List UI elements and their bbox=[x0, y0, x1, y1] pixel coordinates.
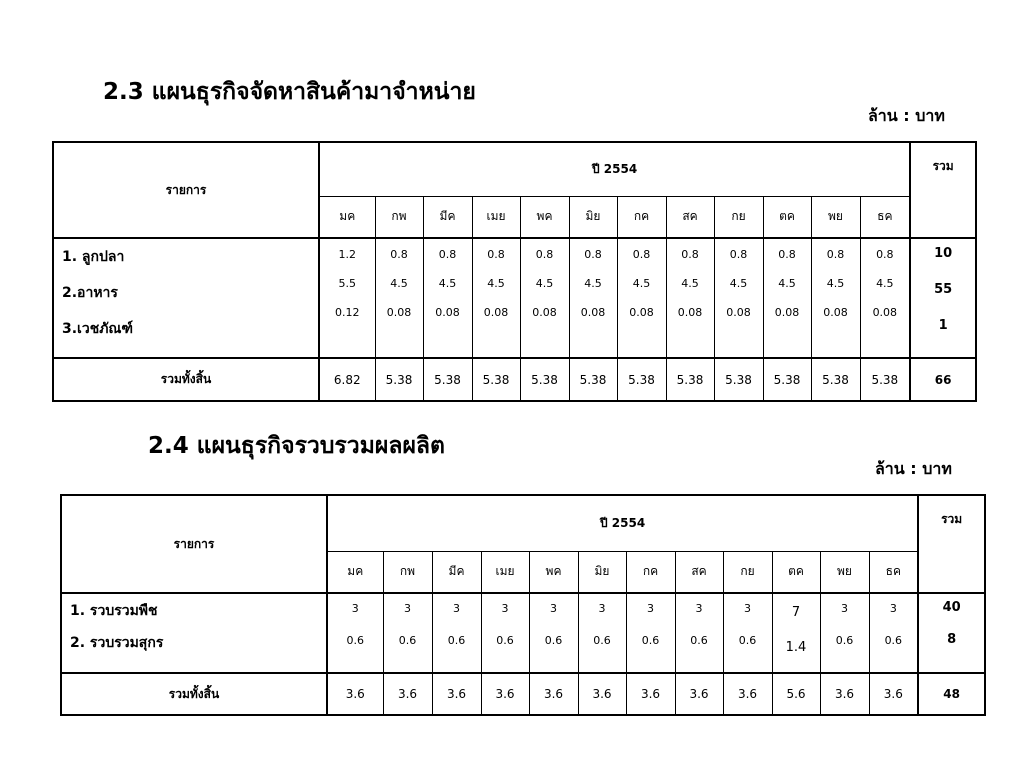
month-values bbox=[383, 593, 432, 673]
total-value: 3.6 bbox=[529, 673, 578, 715]
total-value: 3.6 bbox=[383, 673, 432, 715]
total-value: 5.38 bbox=[666, 358, 714, 401]
month-header: กค bbox=[626, 551, 675, 593]
month-header: มีค bbox=[432, 551, 481, 593]
month-header: พย bbox=[811, 196, 860, 238]
value-cell: 3 bbox=[598, 602, 606, 615]
value-cell: 0.6 bbox=[346, 634, 364, 647]
value-cell: 0.08 bbox=[629, 306, 654, 319]
value-cell: 0.8 bbox=[826, 248, 845, 261]
value-cell: 0.6 bbox=[593, 634, 611, 647]
value-cell: 0.6 bbox=[690, 634, 708, 647]
total-value: 3.6 bbox=[820, 673, 869, 715]
value-cell: 0.08 bbox=[483, 306, 509, 319]
value-cell: 0.12 bbox=[335, 306, 360, 319]
month-header: กพ bbox=[375, 196, 423, 238]
value-cell: 0.8 bbox=[729, 248, 748, 261]
value-cell: 0.08 bbox=[726, 306, 751, 319]
section2-header-total: รวม bbox=[918, 495, 985, 593]
item-label: 1. ลูกปลา bbox=[62, 249, 125, 265]
row-total: 8 bbox=[947, 632, 957, 647]
value-cell: 3 bbox=[647, 602, 654, 615]
month-values bbox=[675, 593, 723, 673]
month-header: สค bbox=[675, 551, 723, 593]
value-cell: 3 bbox=[351, 602, 359, 615]
value-cell: 7 bbox=[791, 605, 801, 620]
value-cell: 0.08 bbox=[386, 306, 412, 319]
value-cell: 1.4 bbox=[785, 640, 807, 655]
row-total: 1 bbox=[938, 318, 948, 333]
month-header: มิย bbox=[578, 551, 626, 593]
month-values bbox=[811, 238, 860, 358]
month-header: พย bbox=[820, 551, 869, 593]
value-cell: 0.6 bbox=[641, 634, 660, 647]
value-cell: 0.8 bbox=[584, 248, 602, 261]
total-value: 3.6 bbox=[626, 673, 675, 715]
item-label: 2.อาหาร bbox=[62, 285, 118, 301]
month-header: เมย bbox=[481, 551, 529, 593]
value-cell: 3 bbox=[841, 602, 848, 615]
total-value: 3.6 bbox=[578, 673, 626, 715]
value-cell: 0.08 bbox=[532, 306, 557, 319]
value-cell: 0.6 bbox=[884, 634, 903, 647]
total-value: 3.6 bbox=[432, 673, 481, 715]
total-value: 5.38 bbox=[714, 358, 763, 401]
month-values bbox=[666, 238, 714, 358]
total-value: 5.38 bbox=[569, 358, 617, 401]
total-label: รวมทั้งสิ้น bbox=[61, 673, 327, 715]
section2-unit: ล้าน : บาท bbox=[875, 459, 952, 478]
section1-header-items: รายการ bbox=[53, 142, 319, 238]
section2-header-year: ปี 2554 bbox=[327, 495, 918, 551]
value-cell: 0.08 bbox=[580, 306, 606, 319]
month-header: มค bbox=[319, 196, 375, 238]
total-value: 5.6 bbox=[772, 673, 820, 715]
section2-title: 2.4 แผนธุรกิจรวบรวมผลผลิต bbox=[148, 433, 445, 459]
month-header: มค bbox=[327, 551, 383, 593]
month-values bbox=[472, 238, 520, 358]
value-cell: 4.5 bbox=[826, 277, 845, 290]
value-cell: 0.8 bbox=[632, 248, 651, 261]
total-value: 5.38 bbox=[860, 358, 910, 401]
month-values bbox=[578, 593, 626, 673]
value-cell: 0.8 bbox=[535, 248, 554, 261]
month-values bbox=[423, 238, 472, 358]
total-value: 3.6 bbox=[675, 673, 723, 715]
month-values bbox=[481, 593, 529, 673]
value-cell: 5.5 bbox=[338, 277, 356, 290]
item-labels bbox=[61, 593, 327, 673]
month-values bbox=[626, 593, 675, 673]
value-cell: 3 bbox=[453, 602, 460, 615]
month-header: กย bbox=[714, 196, 763, 238]
section2-table bbox=[60, 494, 986, 716]
month-header: พค bbox=[520, 196, 569, 238]
value-cell: 0.6 bbox=[496, 634, 514, 647]
value-cell: 4.5 bbox=[390, 277, 408, 290]
total-value: 6.82 bbox=[319, 358, 375, 401]
month-values bbox=[520, 238, 569, 358]
value-cell: 3 bbox=[744, 602, 751, 615]
value-cell: 0.6 bbox=[544, 634, 563, 647]
month-header: พค bbox=[529, 551, 578, 593]
value-cell: 0.08 bbox=[435, 306, 460, 319]
item-label: 1. รวบรวมพืช bbox=[70, 603, 158, 619]
item-labels bbox=[53, 238, 319, 358]
grand-total: 66 bbox=[910, 358, 976, 401]
value-cell: 4.5 bbox=[438, 277, 457, 290]
row-total: 10 bbox=[934, 246, 953, 261]
value-cell: 1.2 bbox=[338, 248, 356, 261]
value-cell: 0.8 bbox=[778, 248, 796, 261]
month-values bbox=[714, 238, 763, 358]
month-values bbox=[432, 593, 481, 673]
value-cell: 0.08 bbox=[823, 306, 848, 319]
total-value: 5.38 bbox=[617, 358, 666, 401]
month-header: มีค bbox=[423, 196, 472, 238]
value-cell: 0.6 bbox=[398, 634, 417, 647]
section1-header-year: ปี 2554 bbox=[319, 142, 910, 196]
value-cell: 3 bbox=[550, 602, 557, 615]
value-cell: 0.08 bbox=[677, 306, 703, 319]
value-cell: 0.6 bbox=[835, 634, 854, 647]
month-values bbox=[375, 238, 423, 358]
total-value: 5.38 bbox=[763, 358, 811, 401]
section2-header-items: รายการ bbox=[61, 495, 327, 593]
month-values bbox=[319, 238, 375, 358]
row-totals bbox=[918, 593, 985, 673]
month-header: ตค bbox=[763, 196, 811, 238]
value-cell: 3 bbox=[404, 602, 411, 615]
value-cell: 0.8 bbox=[681, 248, 699, 261]
value-cell: 0.8 bbox=[438, 248, 457, 261]
total-value: 3.6 bbox=[327, 673, 383, 715]
month-values bbox=[772, 593, 820, 673]
row-totals bbox=[910, 238, 976, 358]
row-total: 40 bbox=[942, 600, 961, 615]
total-value: 5.38 bbox=[811, 358, 860, 401]
month-header: สค bbox=[666, 196, 714, 238]
month-values bbox=[569, 238, 617, 358]
value-cell: 0.6 bbox=[738, 634, 757, 647]
month-header: มิย bbox=[569, 196, 617, 238]
month-header: กค bbox=[617, 196, 666, 238]
month-values bbox=[860, 238, 910, 358]
month-values bbox=[529, 593, 578, 673]
section1-title: 2.3 แผนธุรกิจจัดหาสินค้ามาจำหน่าย bbox=[103, 79, 476, 105]
value-cell: 0.08 bbox=[774, 306, 800, 319]
month-header: กย bbox=[723, 551, 772, 593]
grand-total: 48 bbox=[918, 673, 985, 715]
value-cell: 0.8 bbox=[876, 248, 894, 261]
value-cell: 4.5 bbox=[681, 277, 699, 290]
value-cell: 4.5 bbox=[584, 277, 602, 290]
value-cell: 0.08 bbox=[872, 306, 898, 319]
value-cell: 4.5 bbox=[632, 277, 651, 290]
total-value: 3.6 bbox=[869, 673, 918, 715]
value-cell: 4.5 bbox=[487, 277, 505, 290]
section1-table bbox=[52, 141, 977, 402]
row-total: 55 bbox=[934, 282, 953, 297]
month-header: ตค bbox=[772, 551, 820, 593]
value-cell: 3 bbox=[695, 602, 703, 615]
value-cell: 4.5 bbox=[729, 277, 748, 290]
item-label: 3.เวชภัณฑ์ bbox=[62, 321, 134, 337]
total-value: 5.38 bbox=[520, 358, 569, 401]
month-values bbox=[327, 593, 383, 673]
month-header: ธค bbox=[860, 196, 910, 238]
month-values bbox=[617, 238, 666, 358]
month-values bbox=[723, 593, 772, 673]
month-values bbox=[763, 238, 811, 358]
total-value: 3.6 bbox=[723, 673, 772, 715]
value-cell: 0.6 bbox=[447, 634, 466, 647]
item-label: 2. รวบรวมสุกร bbox=[70, 635, 164, 651]
month-header: กพ bbox=[383, 551, 432, 593]
total-value: 5.38 bbox=[375, 358, 423, 401]
value-cell: 3 bbox=[889, 602, 897, 615]
total-label: รวมทั้งสิ้น bbox=[53, 358, 319, 401]
value-cell: 0.8 bbox=[487, 248, 505, 261]
total-value: 3.6 bbox=[481, 673, 529, 715]
section1-header-total: รวม bbox=[910, 142, 976, 238]
value-cell: 0.8 bbox=[390, 248, 408, 261]
value-cell: 4.5 bbox=[778, 277, 796, 290]
value-cell: 4.5 bbox=[535, 277, 554, 290]
month-header: ธค bbox=[869, 551, 918, 593]
total-value: 5.38 bbox=[472, 358, 520, 401]
month-values bbox=[820, 593, 869, 673]
month-header: เมย bbox=[472, 196, 520, 238]
value-cell: 3 bbox=[501, 602, 509, 615]
section1-unit: ล้าน : บาท bbox=[868, 106, 945, 125]
value-cell: 4.5 bbox=[876, 277, 894, 290]
month-values bbox=[869, 593, 918, 673]
total-value: 5.38 bbox=[423, 358, 472, 401]
